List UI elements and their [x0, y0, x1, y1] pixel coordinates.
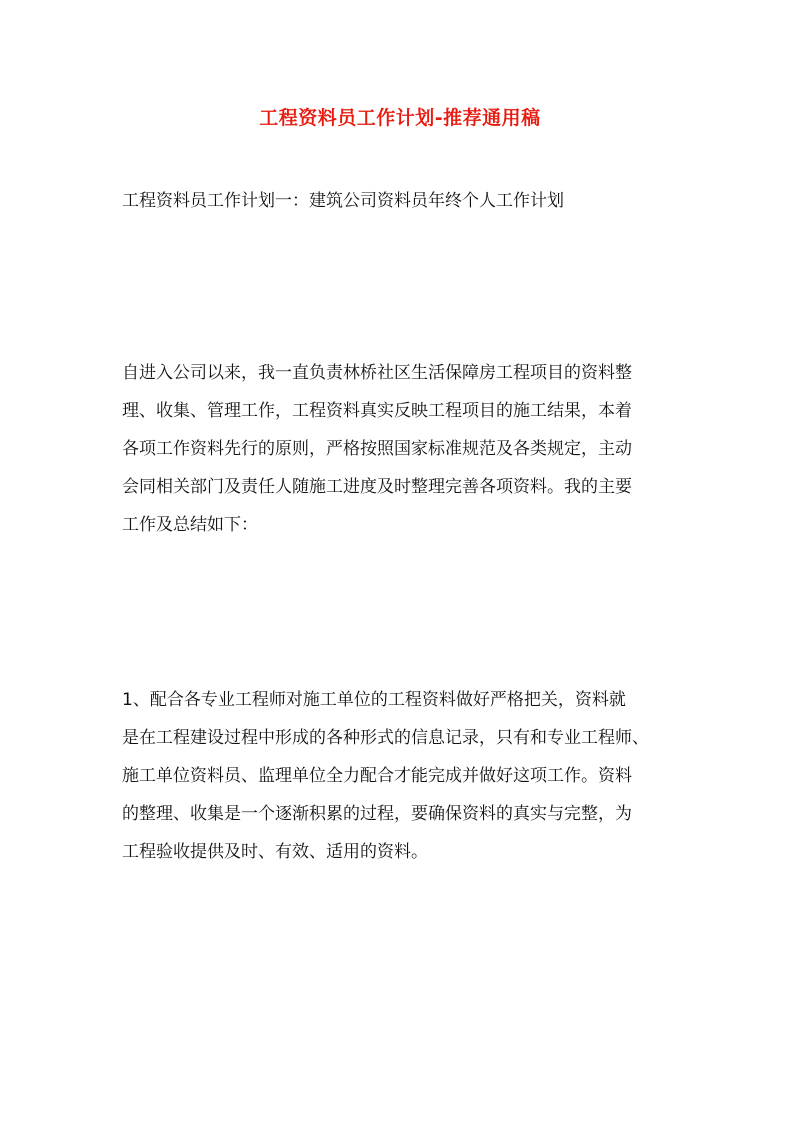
- paragraph-line: 理、收集、管理工作，工程资料真实反映工程项目的施工结果，本着: [122, 401, 632, 421]
- paragraph-intro: [122, 354, 682, 544]
- document-subtitle: 工程资料员工作计划一：建筑公司资料员年终个人工作计划: [122, 191, 564, 211]
- paragraph-line: 各项工作资料先行的原则，严格按照国家标准规范及各类规定，主动: [122, 439, 632, 459]
- paragraph-item-1: [122, 681, 682, 871]
- paragraph-line: 会同相关部门及责任人随施工进度及时整理完善各项资料。我的主要: [122, 477, 632, 497]
- document-title: 工程资料员工作计划-推荐通用稿: [259, 107, 541, 129]
- paragraph-line: 1、配合各专业工程师对施工单位的工程资料做好严格把关，资料就: [122, 690, 626, 710]
- paragraph-line: 的整理、收集是一个逐渐积累的过程，要确保资料的真实与完整，为: [122, 804, 632, 824]
- paragraph-line: 是在工程建设过程中形成的各种形式的信息记录，只有和专业工程师、: [122, 728, 649, 748]
- paragraph-line: 施工单位资料员、监理单位全力配合才能完成并做好这项工作。资料: [122, 766, 632, 786]
- paragraph-line: 工程验收提供及时、有效、适用的资料。: [122, 842, 428, 862]
- paragraph-line: 自进入公司以来，我一直负责林桥社区生活保障房工程项目的资料整: [122, 363, 632, 383]
- paragraph-line: 工作及总结如下：: [122, 515, 258, 535]
